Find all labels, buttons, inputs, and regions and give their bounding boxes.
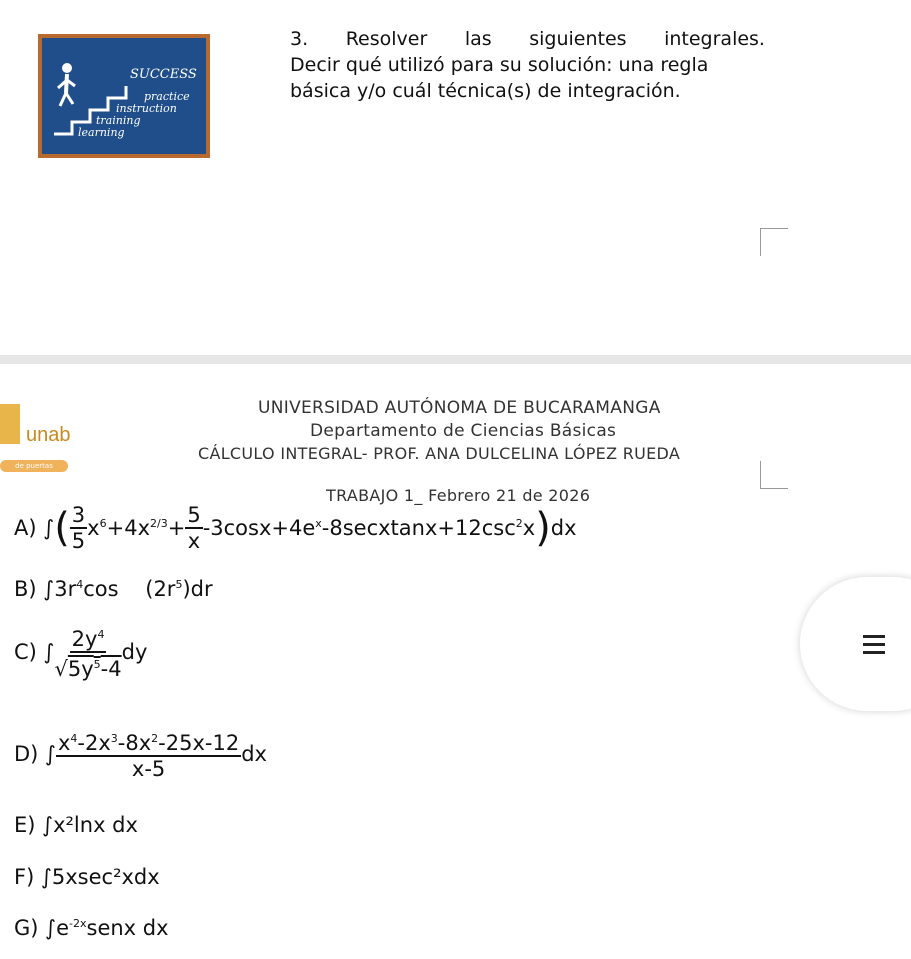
word: siguientes (529, 28, 627, 50)
label: C) ∫ (14, 640, 55, 664)
label: A) ∫ (14, 516, 55, 540)
course-title: CÁLCULO INTEGRAL- PROF. ANA DULCELINA LÓPEZ RUEDA (198, 444, 681, 463)
university-title: UNIVERSIDAD AUTÓNOMA DE BUCARAMANGA (258, 398, 661, 418)
exponent: -2x (69, 917, 87, 930)
svg-text:learning: learning (78, 126, 125, 139)
floating-menu-widget[interactable] (800, 577, 911, 711)
menu-icon[interactable] (863, 633, 885, 655)
paren: ( (54, 505, 70, 551)
fraction: $\frac{3}{5}$ (71, 503, 86, 553)
task-line-2: Decir qué utilizó para su solución: una regla (290, 54, 709, 76)
word: las (464, 28, 492, 50)
task-line-1 (290, 26, 765, 52)
paren: ) (535, 505, 551, 551)
fraction: $\frac{5}{x}$ (187, 503, 201, 553)
label: G) ∫e (14, 916, 70, 940)
department-title: Departamento de Ciencias Básicas (310, 421, 617, 441)
label: D) ∫ (14, 742, 56, 766)
integral-e: E) ∫x²lnx dx (14, 813, 138, 837)
logo-tagline: de puertas abiertas (0, 460, 68, 472)
integral-g (14, 916, 169, 940)
term: $x^6+4x^{2/3}+$ (87, 516, 186, 540)
integral-d (14, 727, 267, 781)
success-staircase-image (38, 34, 210, 158)
svg-text:SUCCESS: SUCCESS (130, 67, 197, 82)
unab-logo (0, 404, 70, 484)
fraction: $\frac{2y^4}{√5y^5-4}$ (54, 623, 121, 681)
fraction: $\frac{x^4-2x^3-8x^2-25x-12}{x-5}$ (56, 727, 241, 781)
term: dy (121, 640, 148, 664)
crop-corner-mark (760, 461, 788, 489)
page-divider (0, 355, 911, 364)
label: B) ∫3r (14, 577, 77, 601)
logo-text: unab (26, 424, 71, 446)
staircase-drawing (42, 38, 206, 154)
integral-b: B) $\int 3r^4\cos$ $(2r^5)dr$ (14, 577, 213, 601)
task-line-3: básica y/o cuál técnica(s) de integración. (290, 80, 681, 102)
work-title: TRABAJO 1_ Febrero 21 de 2026 (326, 486, 591, 505)
term: dx (550, 516, 577, 540)
svg-text:instruction: instruction (116, 102, 177, 115)
logo-mark (0, 404, 20, 444)
term: $-3\cos x+4e^x-8secxtanx+12\csc^2x$ (202, 516, 536, 540)
integral-f: F) ∫5xsec²xdx (14, 865, 160, 889)
term: senx dx (86, 916, 169, 940)
integral-a (14, 503, 577, 553)
svg-text:training: training (96, 114, 141, 127)
word: Resolver (345, 28, 428, 50)
svg-text:practice: practice (144, 90, 190, 103)
word: integrales. (664, 28, 765, 50)
task-instructions (290, 26, 765, 104)
task-number: 3. (290, 28, 309, 50)
integral-c (14, 623, 147, 681)
term: dx (241, 742, 267, 766)
crop-corner-mark (760, 228, 788, 256)
